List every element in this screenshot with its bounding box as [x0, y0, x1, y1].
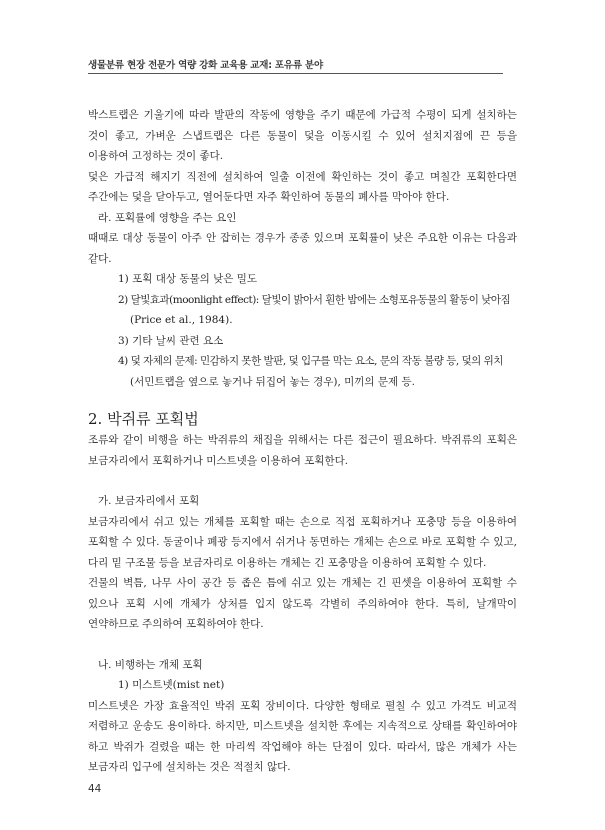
subheading-roost-capture: 가. 보금자리에서 포획 — [98, 495, 200, 507]
section-title-bat-capture: 2. 박쥐류 포획법 — [88, 410, 199, 428]
header-rule — [88, 73, 503, 74]
list-item-weather: 3) 기타 날씨 관련 요소 — [118, 334, 224, 347]
paragraph-low-capture-reasons: 때때로 대상 동물이 아주 안 잡히는 경우가 종종 있으며 포획률이 낮은 주요한 이유는 다음과 같다. — [88, 232, 517, 265]
paragraph-boxtrap-installation: 박스트랩은 기울기에 따라 발판의 작동에 영향을 주기 때문에 가급적 수평이 되게 설치하는 것이 좋고, 가벼운 스냅트랩은 다른 동물이 덫을 이동시킬 수 있어 설치지점에 끈 등을 이용하여 고정하는 것이 좋다. — [88, 109, 517, 162]
subheading-flying-capture: 나. 비행하는 개체 포획 — [98, 658, 203, 671]
page-body — [88, 105, 517, 778]
list-item-moonlight-citation: (Price et al., 1984). — [130, 314, 233, 326]
paragraph-mist-net: 미스트넷은 가장 효율적인 박쥐 포획 장비이다. 다양한 형태로 펼칠 수 있고 가격도 비교적 저렴하고 운송도 용이하다. 하지만, 미스트넷을 설치한 후에는 지속적으로 상태를 확인하여야 하고 박쥐가 걸렸을 때는 한 마리씩 작업해야 하는 단점이 있다. 따라서, 많은 개체가 사는 보금자리 입구에 설치하는 것은 적절치 않다. — [88, 699, 517, 773]
list-item-trap-problems: 4) 덫 자체의 문제: 민감하지 못한 발판, 덫 입구를 막는 요소, 문의 작동 불량 등, 덫의 위치 — [118, 355, 503, 367]
paragraph-crevice-capture: 건물의 벽틈, 나무 사이 공간 등 좁은 틈에 쉬고 있는 개체는 긴 핀셋을 이용하여 포획할 수 있으나 포획 시에 개체가 상처를 입지 않도록 각별히 주의하여야 한다. 특히, 날개막이 연약하므로 주의하여 포획하여야 한다. — [88, 577, 517, 630]
list-item-density: 1) 포획 대상 동물의 낮은 밀도 — [118, 273, 258, 285]
list-item-mist-net: 1) 미스트넷(mist net) — [118, 679, 225, 691]
running-header — [88, 57, 503, 75]
paragraph-trap-timing: 덫은 가급적 해지기 직전에 설치하여 일출 이전에 확인하는 것이 좋고 며칠간 포획한다면 주간에는 덫을 닫아두고, 열어둔다면 자주 확인하여 동물의 폐사를 막아야 한다. — [88, 170, 517, 203]
header-title: 생물분류 현장 전문가 역량 강화 교육용 교재: 포유류 분야 — [88, 60, 323, 71]
paragraph-roost-capture: 보금자리에서 쉬고 있는 개체를 포획할 때는 손으로 직접 포획하거나 포충망 등을 이용하여 포획할 수 있다. 동굴이나 폐광 등지에서 쉬거나 동면하는 개체는 손으로 바로 포획할 수 있고, 다리 밑 구조물 등을 보금자리로 이용하는 개체는 긴 포충망을 이용하여 포획할 수 있다. — [88, 515, 517, 569]
subheading-capture-rate-factors: 라. 포획률에 영향을 주는 요인 — [98, 211, 237, 224]
paragraph-bat-capture-intro: 조류와 같이 비행을 하는 박쥐류의 채집을 위해서는 다른 접근이 필요하다. 박쥐류의 포획은 보금자리에서 포획하거나 미스트넷을 이용하여 포획한다. — [88, 434, 517, 467]
page-number: 44 — [88, 783, 102, 795]
list-item-trap-problems-cont: (서민트랩을 옆으로 놓거나 뒤집어 놓는 경우), 미끼의 문제 등. — [130, 375, 416, 388]
list-item-moonlight: 2) 달빛효과(moonlight effect): 달빛이 밝아서 훤한 밤에는 소형포유동물의 활동이 낮아짐 — [118, 293, 511, 306]
